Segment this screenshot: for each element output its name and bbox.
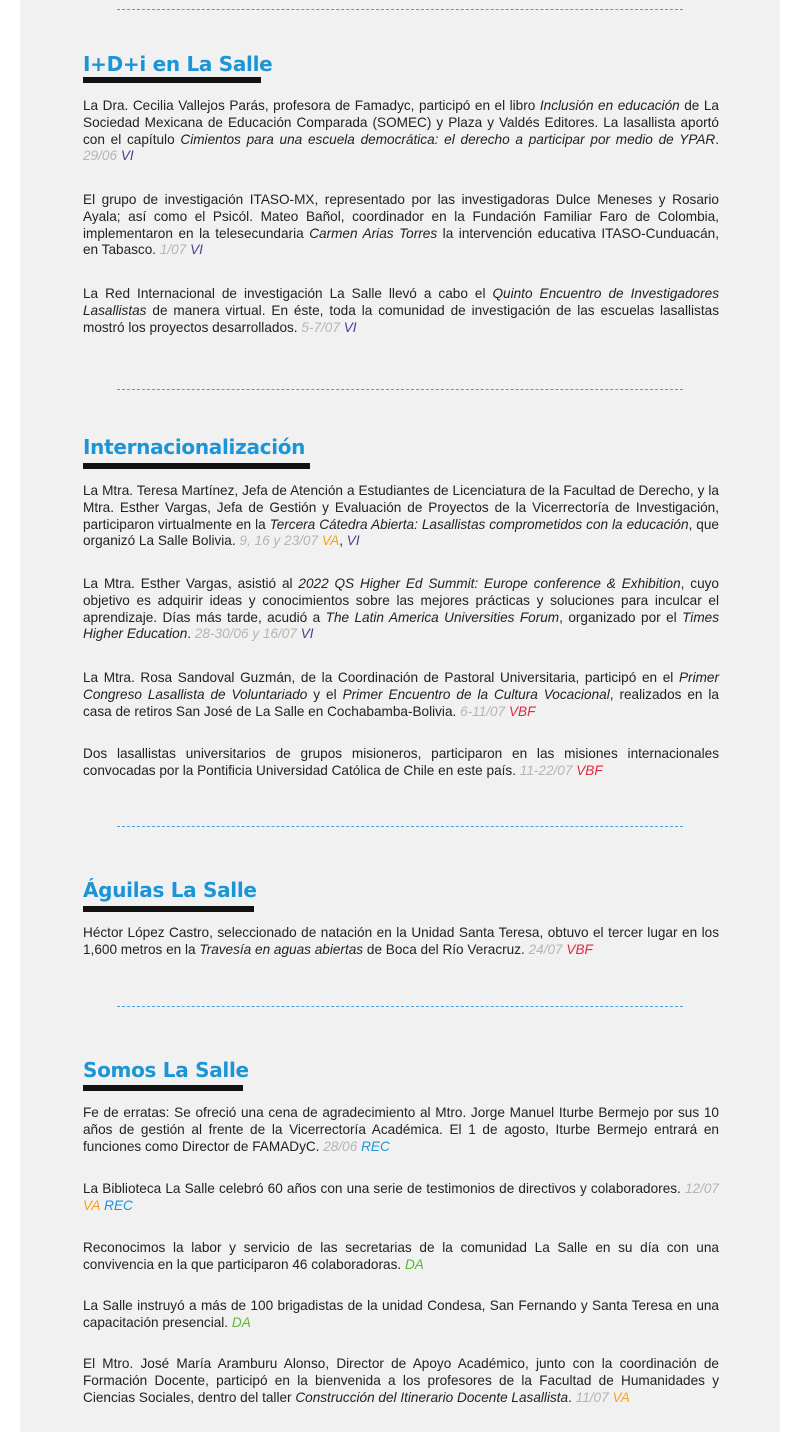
news-item: La Dra. Cecilia Vallejos Parás, profesora de Famadyc, participó en el libro Inclusión en educación de La Sociedad Mexicana de Educación Comparada (SOMEC) y Plaza y Valdés Editores. La lasallista aportó con el capítulo Cimientos para una escuela democrática: el derecho a participar por medio de YPAR. 29/06 VI	[83, 98, 719, 164]
news-date: 11-22/07	[519, 762, 573, 778]
section-divider	[117, 826, 683, 827]
news-date: 29/06	[83, 148, 118, 164]
area-tag: VBF	[566, 941, 593, 957]
area-tag: REC	[361, 1138, 390, 1154]
section-divider	[117, 1006, 683, 1007]
section-title-aguilas: Águilas La Salle	[83, 878, 257, 902]
news-item: La Mtra. Esther Vargas, asistió al 2022 QS Higher Ed Summit: Europe conference & Exhibition, cuyo objetivo es adquirir ideas y conocimientos sobre las mejores prácticas y soluciones para inculcar el aprendizaje. Días más tarde, acudió a The Latin America Universities Forum, organizado por el Times Higher Education. 28-30/06 y 16/07 VI	[83, 576, 719, 642]
news-date: 6-11/07	[460, 703, 506, 719]
news-date: 28-30/06 y 16/07	[194, 626, 297, 642]
area-tag: VA	[83, 1197, 101, 1213]
section-divider	[117, 9, 683, 10]
section-divider	[117, 389, 683, 390]
area-tag: VI	[190, 242, 203, 258]
area-tag: VI	[120, 148, 134, 164]
news-date: 1/07	[159, 242, 187, 258]
area-tag: VA	[612, 1389, 630, 1405]
news-date: 9, 16 y 23/07	[239, 533, 319, 549]
area-tag: VI	[343, 319, 357, 335]
section-title-underline	[83, 77, 261, 83]
news-item: El grupo de investigación ITASO-MX, representado por las investigadoras Dulce Meneses y Rosario Ayala; así como el Psicól. Mateo Bañol, coordinador en la Fundación Familiar Faro de Colombia, implementaron en la telesecundaria Carmen Arias Torres la intervención educativa ITASO-Cunduacán, en Tabasco. 1/07 VI	[83, 192, 719, 258]
news-date: 5-7/07	[301, 319, 340, 335]
section-title-underline	[83, 1085, 243, 1091]
section-title-id-i: I+D+i en La Salle	[83, 52, 273, 76]
area-tag: VA	[321, 533, 340, 549]
section-title-internacionalizacion: Internacionalización	[83, 435, 306, 459]
section-title-somos: Somos La Salle	[83, 1058, 249, 1082]
news-item: Héctor López Castro, seleccionado de natación en la Unidad Santa Teresa, obtuvo el tercer lugar en los 1,600 metros en la Travesía en aguas abiertas de Boca del Río Veracruz. 24/07 VBF	[83, 925, 719, 957]
area-tag: VBF	[508, 703, 536, 719]
area-tag: VBF	[576, 762, 603, 778]
section-title-underline	[83, 463, 310, 469]
area-tag: VI	[346, 533, 360, 549]
news-item: La Red Internacional de investigación La Salle llevó a cabo el Quinto Encuentro de Investigadores Lasallistas de manera virtual. En éste, toda la comunidad de investigación de las escuelas lasallistas mostró los proyectos desarrollados. 5-7/07 VI	[83, 286, 720, 335]
news-item: Dos lasallistas universitarios de grupos misioneros, participaron en las misiones internacionales convocadas por la Pontificia Universidad Católica de Chile en este país. 11-22/07 VBF	[83, 746, 719, 778]
news-date: 12/07	[684, 1181, 719, 1196]
area-tag: DA	[231, 1314, 251, 1330]
news-item: La Mtra. Rosa Sandoval Guzmán, de la Coordinación de Pastoral Universitaria, participó en el Primer Congreso Lasallista de Voluntariado y el Primer Encuentro de la Cultura Vocacional, realizados en la casa de retiros San José de La Salle en Cochabamba-Bolivia. 6-11/07 VBF	[83, 670, 719, 719]
area-tag: REC	[104, 1197, 133, 1213]
news-item: El Mtro. José María Aramburu Alonso, Director de Apoyo Académico, junto con la coordinación de Formación Docente, participó en la bienvenida a los profesores de la Facultad de Humanidades y Ciencias Sociales, dentro del taller Construcción del Itinerario Docente Lasallista. 11/07 VA	[83, 1356, 719, 1405]
section-title-underline	[83, 906, 254, 912]
area-tag: DA	[404, 1256, 424, 1272]
news-date: 11/07	[575, 1389, 609, 1405]
news-date: 24/07	[528, 941, 563, 957]
news-item: La Biblioteca La Salle celebró 60 años con una serie de testimonios de directivos y colaboradores. 12/07 VA REC	[83, 1181, 719, 1213]
area-tag: VI	[300, 626, 314, 642]
news-item: La Mtra. Teresa Martínez, Jefa de Atención a Estudiantes de Licenciatura de la Facultad de Derecho, y la Mtra. Esther Vargas, Jefa de Gestión y Evaluación de Proyectos de la Vicerrectoría de Investigación, participaron virtualmente en la Tercera Cátedra Abierta: Lasallistas comprometidos con la educación, que organizó La Salle Bolivia. 9, 16 y 23/07 VA, VI	[83, 483, 719, 549]
news-item: Fe de erratas: Se ofreció una cena de agradecimiento al Mtro. Jorge Manuel Iturbe Bermejo por sus 10 años de gestión al frente de la Vicerrectoría Académica. El 1 de agosto, Iturbe Bermejo entrará en funciones como Director de FAMADyC. 28/06 REC	[83, 1105, 719, 1154]
news-item: La Salle instruyó a más de 100 brigadistas de la unidad Condesa, San Fernando y Santa Teresa en una capacitación presencial. DA	[83, 1298, 719, 1330]
news-date: 28/06	[323, 1138, 358, 1154]
news-item: Reconocimos la labor y servicio de las secretarias de la comunidad La Salle en su día con una convivencia en la que participaron 46 colaboradoras. DA	[83, 1240, 719, 1272]
newsletter-page	[20, 0, 780, 1432]
